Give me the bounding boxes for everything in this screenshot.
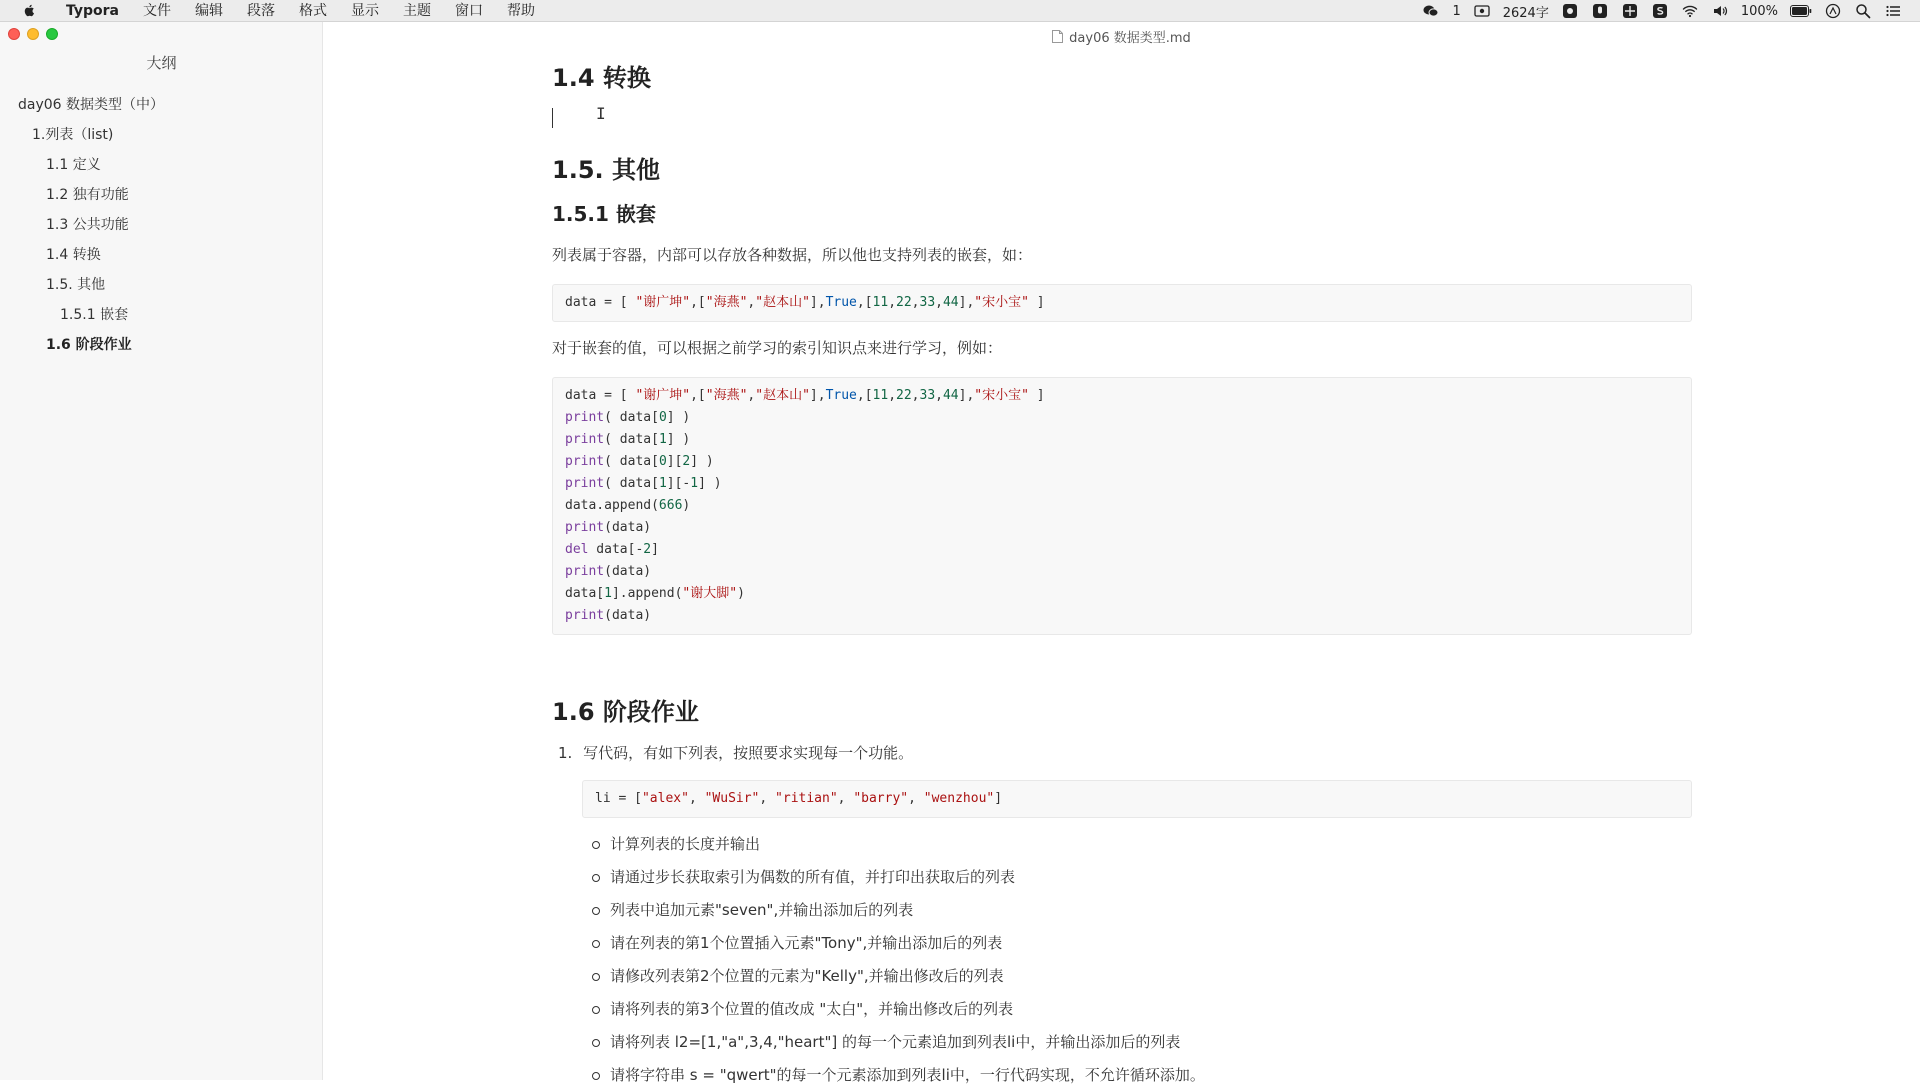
apple-menu-icon[interactable] xyxy=(20,2,38,20)
code-block-nested-list[interactable] xyxy=(552,284,1692,322)
document-title-bar xyxy=(323,24,1920,48)
code-block-nested-index[interactable] xyxy=(552,377,1692,635)
outline-sidebar xyxy=(0,22,323,1080)
microphone-icon[interactable] xyxy=(1591,3,1609,19)
markdown-file-icon xyxy=(1052,30,1063,43)
outline-item-unique-functions[interactable]: 1.2 独有功能 xyxy=(46,187,129,203)
list-item[interactable]: 请将字符串 s = "qwert"的每一个元素添加到列表li中，一行代码实现，不允许循环添加。 xyxy=(590,1059,1205,1092)
list-item[interactable]: 请在列表的第1个位置插入元素"Tony",并输出添加后的列表 xyxy=(590,927,1205,960)
code-line: print( data[1] ) xyxy=(565,432,691,447)
heading-nesting[interactable]: 1.5.1 嵌套 xyxy=(552,202,656,226)
outline-item-definition[interactable]: 1.1 定义 xyxy=(46,157,101,173)
screen-record-icon[interactable] xyxy=(1473,3,1491,19)
document-filename: day06 数据类型.md xyxy=(1069,30,1191,46)
menu-help[interactable]: 帮助 xyxy=(507,2,536,19)
menu-view[interactable]: 显示 xyxy=(351,2,380,19)
menu-paragraph[interactable]: 段落 xyxy=(247,2,276,19)
macos-menubar xyxy=(0,0,1920,22)
user-circle-icon[interactable] xyxy=(1824,3,1842,19)
code-line: print(data) xyxy=(565,608,652,623)
window-close-button[interactable] xyxy=(8,28,20,40)
code-line: li = ["alex", "WuSir", "ritian", "barry", "wenzhou"] xyxy=(595,791,1003,806)
menu-app-typora[interactable]: Typora xyxy=(66,2,120,19)
list-item[interactable]: 请将列表 l2=[1,"a",3,4,"heart"] 的每一个元素追加到列表li中，并输出添加后的列表 xyxy=(590,1026,1205,1059)
ibeam-cursor-icon: I xyxy=(596,104,606,123)
menu-edit[interactable]: 编辑 xyxy=(195,2,224,19)
word-count[interactable]: 2624字 xyxy=(1502,5,1549,21)
app-s-icon[interactable] xyxy=(1651,3,1669,19)
battery-icon[interactable] xyxy=(1790,3,1812,19)
list-item[interactable]: 请通过步长获取索引为偶数的所有值，并打印出获取后的列表 xyxy=(590,861,1205,894)
code-line: data = [ "谢广坤",["海燕","赵本山"],True,[11,22,33,44],"宋小宝" ] xyxy=(565,295,1045,310)
code-line: data[1].append("谢大脚") xyxy=(565,586,745,601)
code-line: print(data) xyxy=(565,520,652,535)
code-line: del data[-2] xyxy=(565,542,659,557)
list-item[interactable]: 请修改列表第2个位置的元素为"Kelly",并输出修改后的列表 xyxy=(590,960,1205,993)
typora-window xyxy=(0,22,1920,1084)
spotlight-search-icon[interactable] xyxy=(1854,3,1872,19)
outline-list xyxy=(0,90,323,360)
grid-icon[interactable] xyxy=(1621,3,1639,19)
code-block-homework-list[interactable] xyxy=(582,780,1692,818)
wechat-icon[interactable] xyxy=(1422,3,1440,19)
code-line: print( data[0] ) xyxy=(565,410,691,425)
heading-homework[interactable]: 1.6 阶段作业 xyxy=(552,698,699,726)
code-line: data.append(666) xyxy=(565,498,691,513)
code-line: print( data[0][2] ) xyxy=(565,454,714,469)
window-zoom-button[interactable] xyxy=(46,28,58,40)
wechat-count: 1 xyxy=(1452,3,1461,19)
menu-file[interactable]: 文件 xyxy=(143,2,172,19)
outline-title: 大纲 xyxy=(146,54,177,72)
menu-format[interactable]: 格式 xyxy=(299,2,328,19)
list-item[interactable]: 列表中追加元素"seven",并输出添加后的列表 xyxy=(590,894,1205,927)
battery-percent: 100% xyxy=(1740,3,1778,19)
menu-theme[interactable]: 主题 xyxy=(403,2,432,19)
heading-conversion[interactable]: 1.4 转换 xyxy=(552,64,651,92)
outline-item-day06[interactable]: day06 数据类型（中） xyxy=(18,97,165,113)
list-item[interactable]: 计算列表的长度并输出 xyxy=(590,828,1205,861)
wifi-icon[interactable] xyxy=(1681,3,1699,19)
code-line: data = [ "谢广坤",["海燕","赵本山"],True,[11,22,33,44],"宋小宝" ] xyxy=(565,388,1045,403)
list-item[interactable]: 请将列表的第3个位置的值改成 "太白"，并输出修改后的列表 xyxy=(590,993,1205,1026)
outline-item-homework[interactable]: 1.6 阶段作业 xyxy=(46,337,132,353)
window-controls xyxy=(8,28,58,40)
homework-requirements-list xyxy=(590,828,1205,1092)
status-area xyxy=(1422,0,1902,22)
heading-other[interactable]: 1.5. 其他 xyxy=(552,156,660,184)
outline-item-nesting[interactable]: 1.5.1 嵌套 xyxy=(60,307,129,323)
volume-icon[interactable] xyxy=(1711,3,1729,19)
code-line: print(data) xyxy=(565,564,652,579)
window-minimize-button[interactable] xyxy=(27,28,39,40)
outline-item-list[interactable]: 1.列表（list) xyxy=(32,127,114,143)
camera-icon[interactable] xyxy=(1561,3,1579,19)
notification-center-icon[interactable] xyxy=(1884,3,1902,19)
code-line: print( data[1][-1] ) xyxy=(565,476,722,491)
task-item-1[interactable] xyxy=(558,742,913,763)
task-text: 写代码，有如下列表，按照要求实现每一个功能。 xyxy=(583,744,914,762)
text-caret xyxy=(552,108,553,128)
paragraph-nesting-index[interactable]: 对于嵌套的值，可以根据之前学习的索引知识点来进行学习，例如： xyxy=(552,339,1003,357)
menu-window[interactable]: 窗口 xyxy=(455,2,484,19)
outline-item-common-functions[interactable]: 1.3 公共功能 xyxy=(46,217,129,233)
paragraph-nesting-intro[interactable]: 列表属于容器，内部可以存放各种数据，所以他也支持列表的嵌套，如： xyxy=(552,246,1033,264)
outline-item-conversion[interactable]: 1.4 转换 xyxy=(46,247,101,263)
outline-item-other[interactable]: 1.5. 其他 xyxy=(46,277,106,293)
task-number: 1. xyxy=(558,744,573,762)
